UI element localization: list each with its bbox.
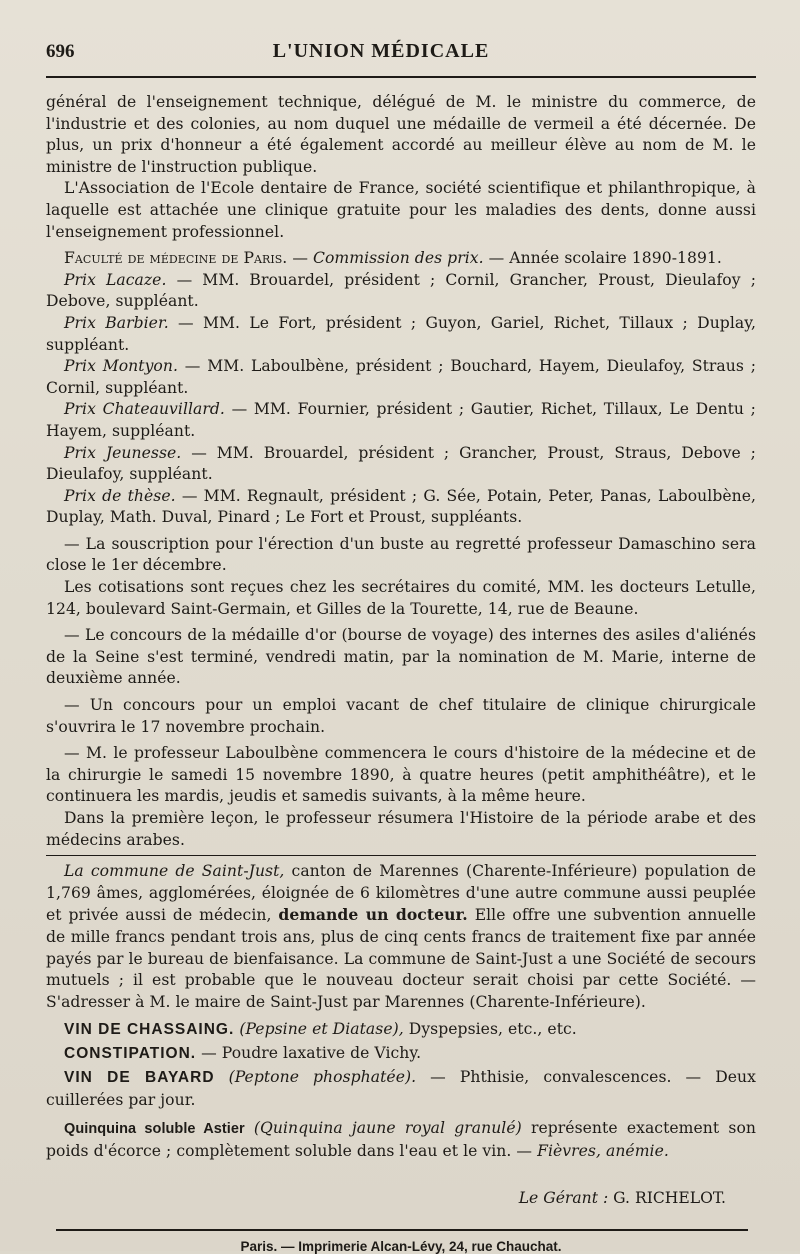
gerant-line: Le Gérant : G. RICHELOT. (518, 1188, 726, 1207)
paragraph-laboulbene: — M. le professeur Laboulbène commencera le cours d'histoire de la médecine et de la chirurgie le samedi 15 novembre 1890, à quatre heures (petit amphithéâtre), et le continuera les mardis, jeudis et samedis suivants, à la même heure. (46, 744, 756, 806)
paragraph-premiere-lecon: Dans la première leçon, le professeur résumera l'Histoire de la période arabe et des médecins arabes. (46, 809, 756, 849)
demande-docteur: demande un docteur. (278, 905, 468, 925)
header-rule (46, 76, 756, 78)
paragraph-cotisations: Les cotisations sont reçues chez les secrétaires du comité, MM. les docteurs Letulle, 124, boulevard Saint-Germain, et Gilles de la Tourette, 14, rue de Beaune. (46, 578, 756, 618)
footer-rule (56, 1229, 748, 1231)
page-header (46, 40, 756, 70)
journal-title: L'UNION MÉDICALE (272, 40, 490, 62)
paragraph-concours-medaille: — Le concours de la médaille d'or (bourse de voyage) des internes des asiles d'aliénés de la Seine s'est terminé, vendredi matin, par la nomination de M. Marie, interne de deuxième année. (46, 626, 756, 688)
imprint-line: Paris. — Imprimerie Alcan-Lévy, 24, rue Chauchat. (240, 1238, 562, 1254)
prize-item: Prix Lacaze. — MM. Brouardel, président ; Cornil, Grancher, Proust, Dieulafoy ; Debove, suppléant. (46, 270, 757, 311)
faculte-heading: Faculté de médecine de Paris. — Commission des prix. — Année scolaire 1890-1891. (64, 249, 722, 268)
paragraph-damaschino: — La souscription pour l'érection d'un buste au regretté professeur Damaschino sera close le 1er décembre. (46, 534, 756, 575)
prize-item: Prix Jeunesse. — MM. Brouardel, président ; Grancher, Proust, Straus, Debove ; Dieulafoy, suppléant. (46, 443, 756, 484)
paragraph-saint-just: La commune de Saint-Just, canton de Marennes (Charente-Inférieure) population de 1,769 âmes, agglomérées, éloignée de 6 kilomètres d'une autre commune aussi peuplée et privée aussi de médecin, demande un docteur. Elle offre une subvention annuelle de mille francs pendant trois ans, plus de cinq cents francs de traitement fixe par année payés par le bureau de bienfaisance. La commune de Saint-Just a une Société de secours mutuels ; il est probable que le nouveau docteur serait choisi par cette Société. — S'adresser à M. le maire de Saint-Just par Marennes (Charente-Inférieure). (46, 862, 757, 1011)
commission-title: Commission des prix. (313, 249, 484, 268)
prize-item: Prix Barbier. — MM. Le Fort, président ; Guyon, Gariel, Richet, Tillaux ; Duplay, suppléant. (46, 313, 756, 354)
ad-vin-bayard: VIN DE BAYARD (Peptone phosphatée). — Phthisie, convalescences. — Deux cuillerées par jour. (46, 1067, 756, 1110)
faculte-title: Faculté de médecine de Paris. (64, 249, 288, 268)
prize-item: Prix Chateauvillard. — MM. Fournier, président ; Gautier, Richet, Tillaux, Le Dentu ; Hayem, suppléant. (46, 400, 756, 440)
ad-quinquina: Quinquina soluble Astier (Quinquina jaune royal granulé) représente exactement son poids d'écorce ; complètement soluble dans l'eau et le vin. — Fièvres, anémie. (46, 1118, 756, 1161)
page-number: 696 (46, 41, 75, 62)
prize-item: Prix Montyon. — MM. Laboulbène, président ; Bouchard, Hayem, Dieulafoy, Straus ; Cornil, suppléant. (46, 357, 756, 397)
ad-constipation: CONSTIPATION. — Poudre laxative de Vichy. (64, 1043, 422, 1062)
prize-item: Prix de thèse. — MM. Regnault, président ; G. Sée, Potain, Peter, Panas, Laboulbène, Duplay, Math. Duval, Pinard ; Le Fort et Proust, suppléants. (46, 486, 757, 527)
paragraph-association-dentaire: L'Association de l'Ecole dentaire de France, société scientifique et philanthropique, à laquelle est attachée une clinique gratuite pour les maladies des dents, donne aussi l'enseignement professionnel. (46, 179, 756, 241)
ad-vin-chassaing: VIN DE CHASSAING. (Pepsine et Diatase), Dyspepsies, etc., etc. (64, 1020, 577, 1039)
paragraph-concours-clinique: — Un concours pour un emploi vacant de chef titulaire de clinique chirurgicale s'ouvrira le 17 novembre prochain. (46, 696, 756, 736)
paragraph-enseignement: général de l'enseignement technique, délégué de M. le ministre du commerce, de l'industrie et des colonies, au nom duquel une médaille de vermeil a été décernée. De plus, un prix d'honneur a été également accordé au meilleur élève au nom de M. le ministre de l'instruction publique. (46, 93, 756, 176)
